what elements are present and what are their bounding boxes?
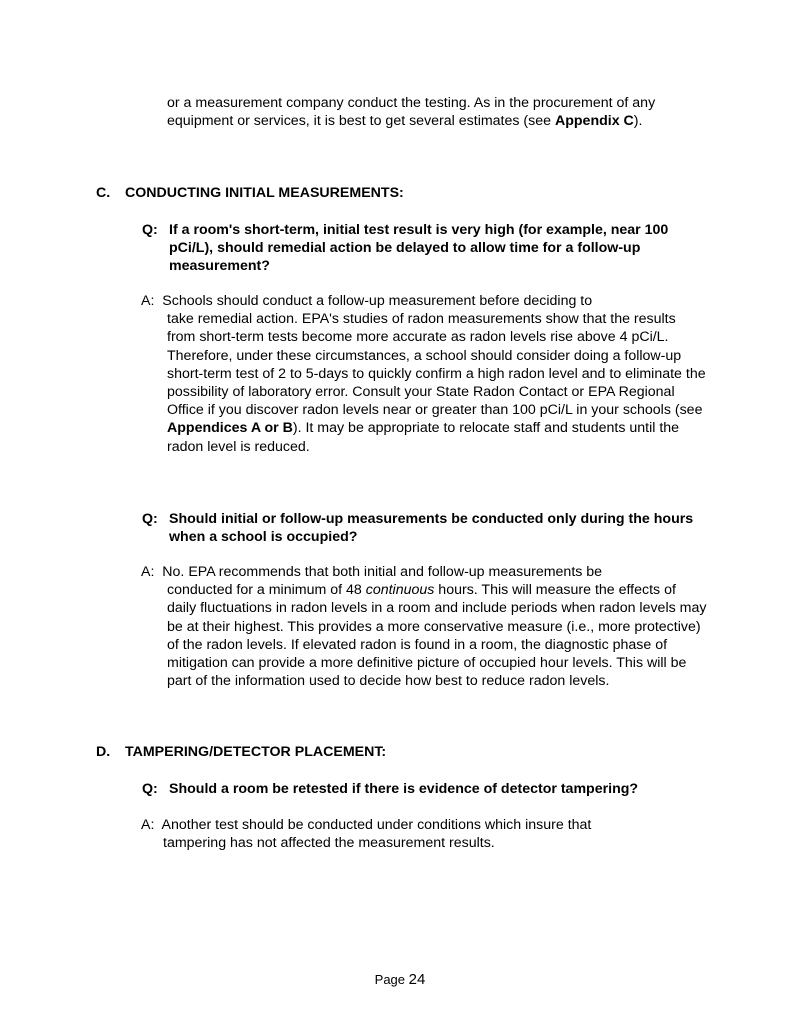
continuous-emphasis: continuous	[365, 582, 435, 599]
section-d-letter: D.	[96, 744, 111, 760]
answer-first-line: Schools should conduct a follow-up measurement before deciding to	[162, 293, 593, 309]
question-label: Q:	[142, 781, 158, 797]
section-c-question-1	[142, 221, 707, 276]
answer-text: conducted for a minimum of 48	[167, 582, 366, 599]
section-c-title: CONDUCTING INITIAL MEASUREMENTS:	[125, 185, 404, 201]
section-c-answer-1	[141, 292, 707, 456]
answer-label: A:	[141, 293, 155, 309]
question-text: Should initial or follow-up measurements be conducted only during the hours when a school is occupied?	[169, 511, 694, 546]
answer-text-end: hours. This will measure the effects of daily fluctuations in radon levels in a room and include periods when radon levels may be at their highest. This provides a more conservative measure (i.e., more protective) of the radon levels. If elevated radon is found in a room, the diagnostic phase of mitigation can provide a more definitive picture of occupied hour levels. This will be part of the information used to decide how best to reduce radon levels.	[167, 582, 707, 690]
page-number: 24	[408, 971, 426, 988]
page-label: Page	[374, 972, 406, 987]
section-d-title: TAMPERING/DETECTOR PLACEMENT:	[125, 744, 387, 760]
section-c-answer-2	[141, 563, 707, 690]
section-d-heading	[96, 743, 696, 761]
question-label: Q:	[142, 222, 158, 238]
answer-first-line: Another test should be conducted under conditions which insure that	[161, 817, 592, 833]
section-d-answer-1	[141, 816, 707, 852]
section-d-question-1	[142, 780, 707, 798]
question-text: Should a room be retested if there is evidence of detector tampering?	[169, 781, 639, 797]
question-label: Q:	[142, 511, 158, 527]
appendices-reference: Appendices A or B	[167, 420, 293, 437]
section-c-letter: C.	[96, 185, 111, 201]
intro-paragraph	[167, 94, 707, 130]
intro-text-end: ).	[633, 113, 643, 130]
answer-text-end: ). It may be appropriate to relocate staff and students until the radon level is reduced.	[167, 420, 680, 455]
page-footer	[0, 971, 800, 988]
answer-first-line: No. EPA recommends that both initial and follow-up measurements be	[162, 564, 603, 580]
answer-label: A:	[141, 817, 155, 833]
section-c-heading	[96, 184, 696, 202]
answer-text: tampering has not affected the measurement results.	[163, 835, 495, 852]
answer-label: A:	[141, 564, 155, 580]
section-c-question-2	[142, 510, 707, 546]
intro-text: or a measurement company conduct the testing. As in the procurement of any equipment or services, it is best to get several estimates (see	[167, 95, 656, 130]
question-text: If a room's short-term, initial test result is very high (for example, near 100 pCi/L), should remedial action be delayed to allow time for a follow-up measurement?	[169, 222, 669, 275]
answer-text: take remedial action. EPA's studies of radon measurements show that the results from short-term tests become more accurate as radon levels rise above 4 pCi/L. Therefore, under these circumstances, a school should consider doing a follow-up short-term test of 2 to 5-days to quickly confirm a high radon level and to eliminate the possibility of laboratory error. Consult your State Radon Contact or EPA Regional Office if you discover radon levels near or greater than 100 pCi/L in your schools (see	[167, 311, 706, 419]
appendix-c-reference: Appendix C	[554, 113, 634, 130]
